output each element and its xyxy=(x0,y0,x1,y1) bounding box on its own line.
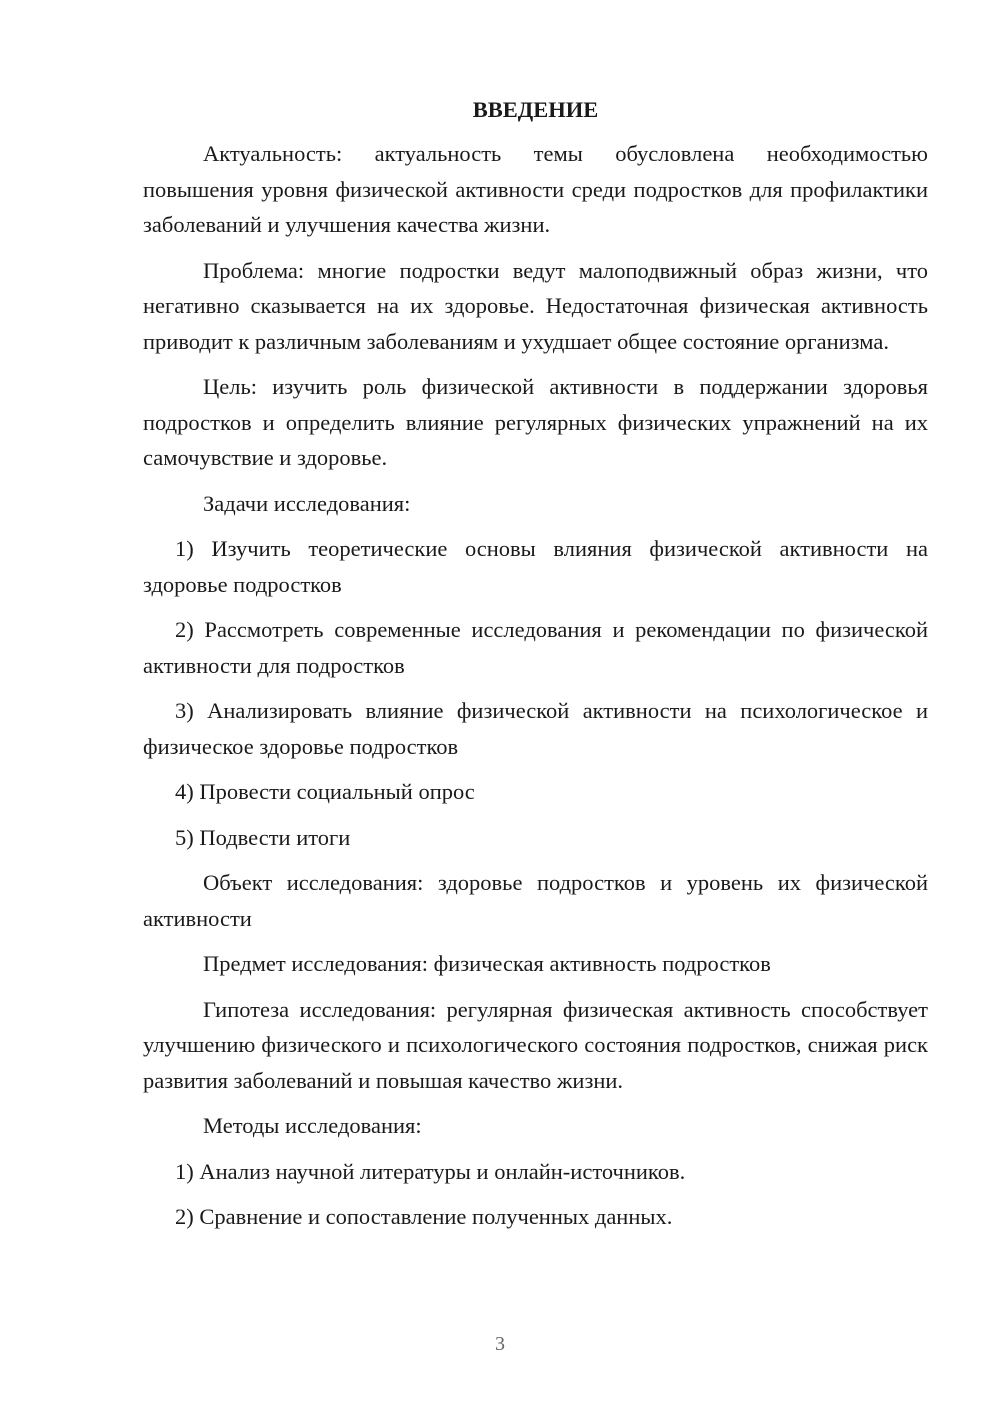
task-item: 1) Изучить теоретические основы влияния физической активности на здоровье подростков xyxy=(143,536,928,597)
page-number: 3 xyxy=(495,1333,505,1355)
method-item: 1) Анализ научной литературы и онлайн-источников. xyxy=(175,1158,686,1184)
tasks-heading: Задачи исследования: xyxy=(203,490,411,516)
task-item: 4) Провести социальный опрос xyxy=(175,779,475,804)
subject-paragraph: Предмет исследования: физическая активность подростков xyxy=(203,951,771,976)
hypothesis-paragraph: Гипотеза исследования: регулярная физическая активность способствует улучшению физического и психологического состояния подростков, снижая риск развития заболеваний и повышая качество жизни. xyxy=(143,996,928,1093)
object-paragraph: Объект исследования: здоровье подростков и уровень их физической активности xyxy=(143,870,928,931)
task-item: 2) Рассмотреть современные исследования и рекомендации по физической активности для подростков xyxy=(143,617,928,678)
methods-heading: Методы исследования: xyxy=(203,1113,422,1138)
goal-paragraph: Цель: изучить роль физической активности в поддержании здоровья подростков и определить влияние регулярных физических упражнений на их самочувствие и здоровье. xyxy=(143,374,928,470)
problem-paragraph: Проблема: многие подростки ведут малоподвижный образ жизни, что негативно сказывается на их здоровье. Недостаточная физическая активность приводит к различным заболеваниям и ухудшает общее состояние организма. xyxy=(143,257,928,354)
document-page xyxy=(143,92,928,1245)
relevance-paragraph: Актуальность: актуальность темы обусловлена необходимостью повышения уровня физической активности среди подростков для профилактики заболеваний и улучшения качества жизни. xyxy=(143,141,928,237)
section-title: ВВЕДЕНИЕ xyxy=(472,97,599,122)
method-item: 2) Сравнение и сопоставление полученных данных. xyxy=(175,1204,673,1229)
task-item: 5) Подвести итоги xyxy=(175,824,351,850)
task-item: 3) Анализировать влияние физической активности на психологическое и физическое здоровье подростков xyxy=(143,698,928,759)
